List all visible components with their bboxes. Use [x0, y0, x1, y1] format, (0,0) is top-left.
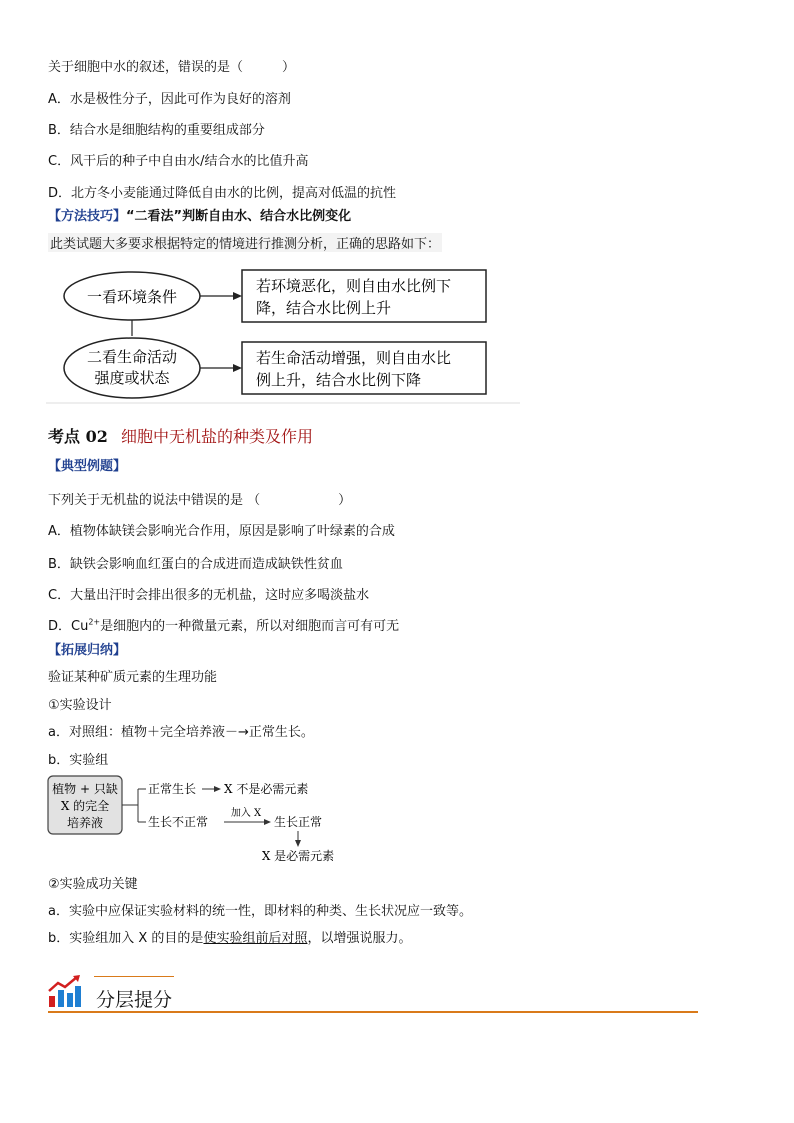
footer-divider [48, 1011, 698, 1013]
extend-item-key: ②实验成功关键 [48, 877, 138, 892]
extend-item-design: ①实验设计 [48, 698, 112, 713]
oval-life-activity [64, 338, 200, 398]
option-d-rest: 是细胞内的一种微量元素，所以对细胞而言可有可无 [100, 619, 400, 634]
question-1-option-b: B．结合水是细胞结构的重要组成部分 [48, 123, 265, 138]
box-life-activity-line2: 例上升，结合水比例下降 [256, 371, 422, 389]
extend-key-purpose [48, 927, 411, 946]
question-1-stem: 关于细胞中水的叙述，错误的是（ ） [48, 60, 296, 75]
oval-environment-label: 一看环境条件 [86, 288, 178, 306]
branch-normal: 正常生长 [148, 782, 197, 796]
two-look-flow-diagram [46, 256, 520, 406]
section-title: 细胞中无机盐的种类及作用 [120, 427, 313, 446]
box-environment-line1: 若环境恶化，则自由水比例下 [256, 277, 452, 295]
extend-experiment-group: b．实验组 [48, 753, 109, 768]
experiment-group-diagram [46, 772, 346, 866]
result-not-essential: X 不是必需元素 [224, 782, 309, 796]
section-heading [48, 424, 313, 447]
purpose-underlined: 使实验组前后对照 [203, 931, 308, 946]
question-2-stem: 下列关于无机盐的说法中错误的是 （ ） [48, 493, 352, 508]
medium-box-line3: 培养液 [66, 816, 104, 830]
question-1-option-a: A．水是极性分子，因此可作为良好的溶剂 [48, 92, 291, 107]
method-title: “二看法”判断自由水、结合水比例变化 [126, 209, 352, 224]
branch-abnormal: 生长不正常 [148, 815, 209, 829]
question-2-option-b: B．缺铁会影响血红蛋白的合成进而造成缺铁性贫血 [48, 557, 343, 572]
extend-title: 验证某种矿质元素的生理功能 [48, 670, 218, 685]
purpose-prefix: b．实验组加入 X 的目的是 [48, 931, 204, 946]
medium-box-line2: X 的完全 [60, 799, 110, 813]
question-2-option-d [48, 615, 399, 634]
oval-life-activity-line1: 二看生命活动 [86, 348, 178, 366]
option-d-superscript: 2+ [88, 617, 101, 627]
question-2-option-a: A．植物体缺镁会影响光合作用，原因是影响了叶绿素的合成 [48, 524, 395, 539]
question-1-option-c: C．风干后的种子中自由水/结合水的比值升高 [48, 154, 309, 169]
add-x-label: 加入 X [230, 808, 262, 819]
method-heading [48, 205, 351, 224]
box-environment-line2: 降，结合水比例上升 [256, 299, 392, 317]
option-d-prefix: D．Cu [48, 619, 89, 634]
purpose-suffix: ，以增强说服力。 [307, 931, 412, 946]
section-number: 考点 02 [48, 427, 108, 446]
method-intro: 此类试题大多要求根据特定的情境进行推测分析，正确的思路如下： [48, 233, 442, 252]
arrow-head-icon [233, 364, 242, 372]
arrow-right-icon [264, 819, 271, 825]
result-normal: 生长正常 [274, 815, 323, 829]
growth-chart-icon [46, 974, 82, 1010]
footer-heading: 分层提分 [96, 989, 173, 1011]
extend-key-uniformity: a．实验中应保证实验材料的统一性，即材料的种类、生长状况应一致等。 [48, 904, 472, 919]
oval-life-activity-line2: 强度或状态 [94, 369, 170, 387]
method-tag: 【方法技巧】 [48, 209, 127, 224]
arrow-down-icon [295, 840, 301, 847]
question-1-option-d: D．北方冬小麦能通过降低自由水的比例，提高对低温的抗性 [48, 186, 397, 201]
result-essential: X 是必需元素 [261, 849, 335, 863]
example-tag: 【典型例题】 [48, 459, 127, 474]
extend-control-group: a．对照组：植物＋完全培养液－→正常生长。 [48, 725, 314, 740]
footer-accent-line [94, 976, 174, 977]
medium-box-line1: 植物 + 只缺 [52, 782, 118, 796]
extend-tag: 【拓展归纳】 [48, 643, 127, 658]
box-life-activity-line1: 若生命活动增强，则自由水比 [256, 349, 452, 367]
arrow-head-icon [233, 292, 242, 300]
arrow-right-icon [214, 786, 221, 792]
question-2-option-c: C．大量出汗时会排出很多的无机盐，这时应多喝淡盐水 [48, 588, 370, 603]
